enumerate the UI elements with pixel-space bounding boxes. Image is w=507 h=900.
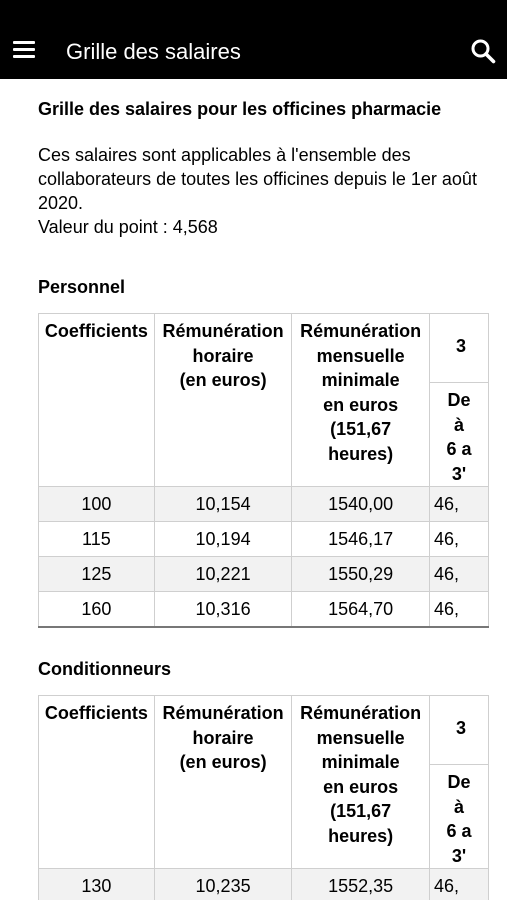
column-header-seniority: 3 [429,696,488,765]
column-header-monthly: Rémunération mensuelle minimale en euros (151,67 heures) [292,696,430,869]
cell-seniority: 46, [429,557,488,592]
hamburger-menu-icon[interactable] [13,41,35,59]
cell-seniority: 46, [429,487,488,522]
table-row [39,869,489,900]
point-value: Valeur du point : 4,568 [38,217,218,237]
cell-coefficient: 115 [39,522,155,557]
cell-monthly: 1540,00 [292,487,430,522]
search-icon[interactable] [470,38,496,64]
cell-hourly: 10,154 [154,487,292,522]
cell-monthly: 1550,29 [292,557,430,592]
column-header-coefficients: Coefficients [39,314,155,487]
cell-coefficient: 100 [39,487,155,522]
cell-hourly: 10,235 [154,869,292,900]
column-subheader-seniority: De à 6 a 3' [429,383,488,487]
table-row [39,522,489,557]
column-header-hourly: Rémunération horaire (en euros) [154,696,292,869]
cell-hourly: 10,316 [154,592,292,628]
cell-hourly: 10,221 [154,557,292,592]
cell-coefficient: 125 [39,557,155,592]
cell-coefficient: 130 [39,869,155,900]
salary-table-personnel [38,313,489,628]
column-header-hourly: Rémunération horaire (en euros) [154,314,292,487]
cell-monthly: 1546,17 [292,522,430,557]
column-header-coefficients: Coefficients [39,696,155,869]
cell-seniority: 46, [429,522,488,557]
cell-coefficient: 160 [39,592,155,628]
table-row [39,487,489,522]
salary-table-conditionneurs [38,695,489,900]
intro-paragraph: Ces salaires sont applicables à l'ensemble des collaborateurs de toutes les officines depuis le 1er août 2020. [38,145,477,213]
cell-seniority: 46, [429,869,488,900]
table-row [39,592,489,628]
column-header-seniority: 3 [429,314,488,383]
column-subheader-seniority: De à 6 a 3' [429,765,488,869]
column-header-monthly: Rémunération mensuelle minimale en euros (151,67 heures) [292,314,430,487]
page-heading: Grille des salaires pour les officines pharmacie [38,99,442,119]
cell-monthly: 1552,35 [292,869,430,900]
intro-text [38,143,483,239]
section-title-personnel: Personnel [38,277,126,297]
app-title: Grille des salaires [66,39,241,64]
section-title-conditionneurs: Conditionneurs [38,659,171,679]
cell-monthly: 1564,70 [292,592,430,628]
cell-seniority: 46, [429,592,488,628]
top-app-bar [0,0,507,79]
cell-hourly: 10,194 [154,522,292,557]
table-row [39,557,489,592]
